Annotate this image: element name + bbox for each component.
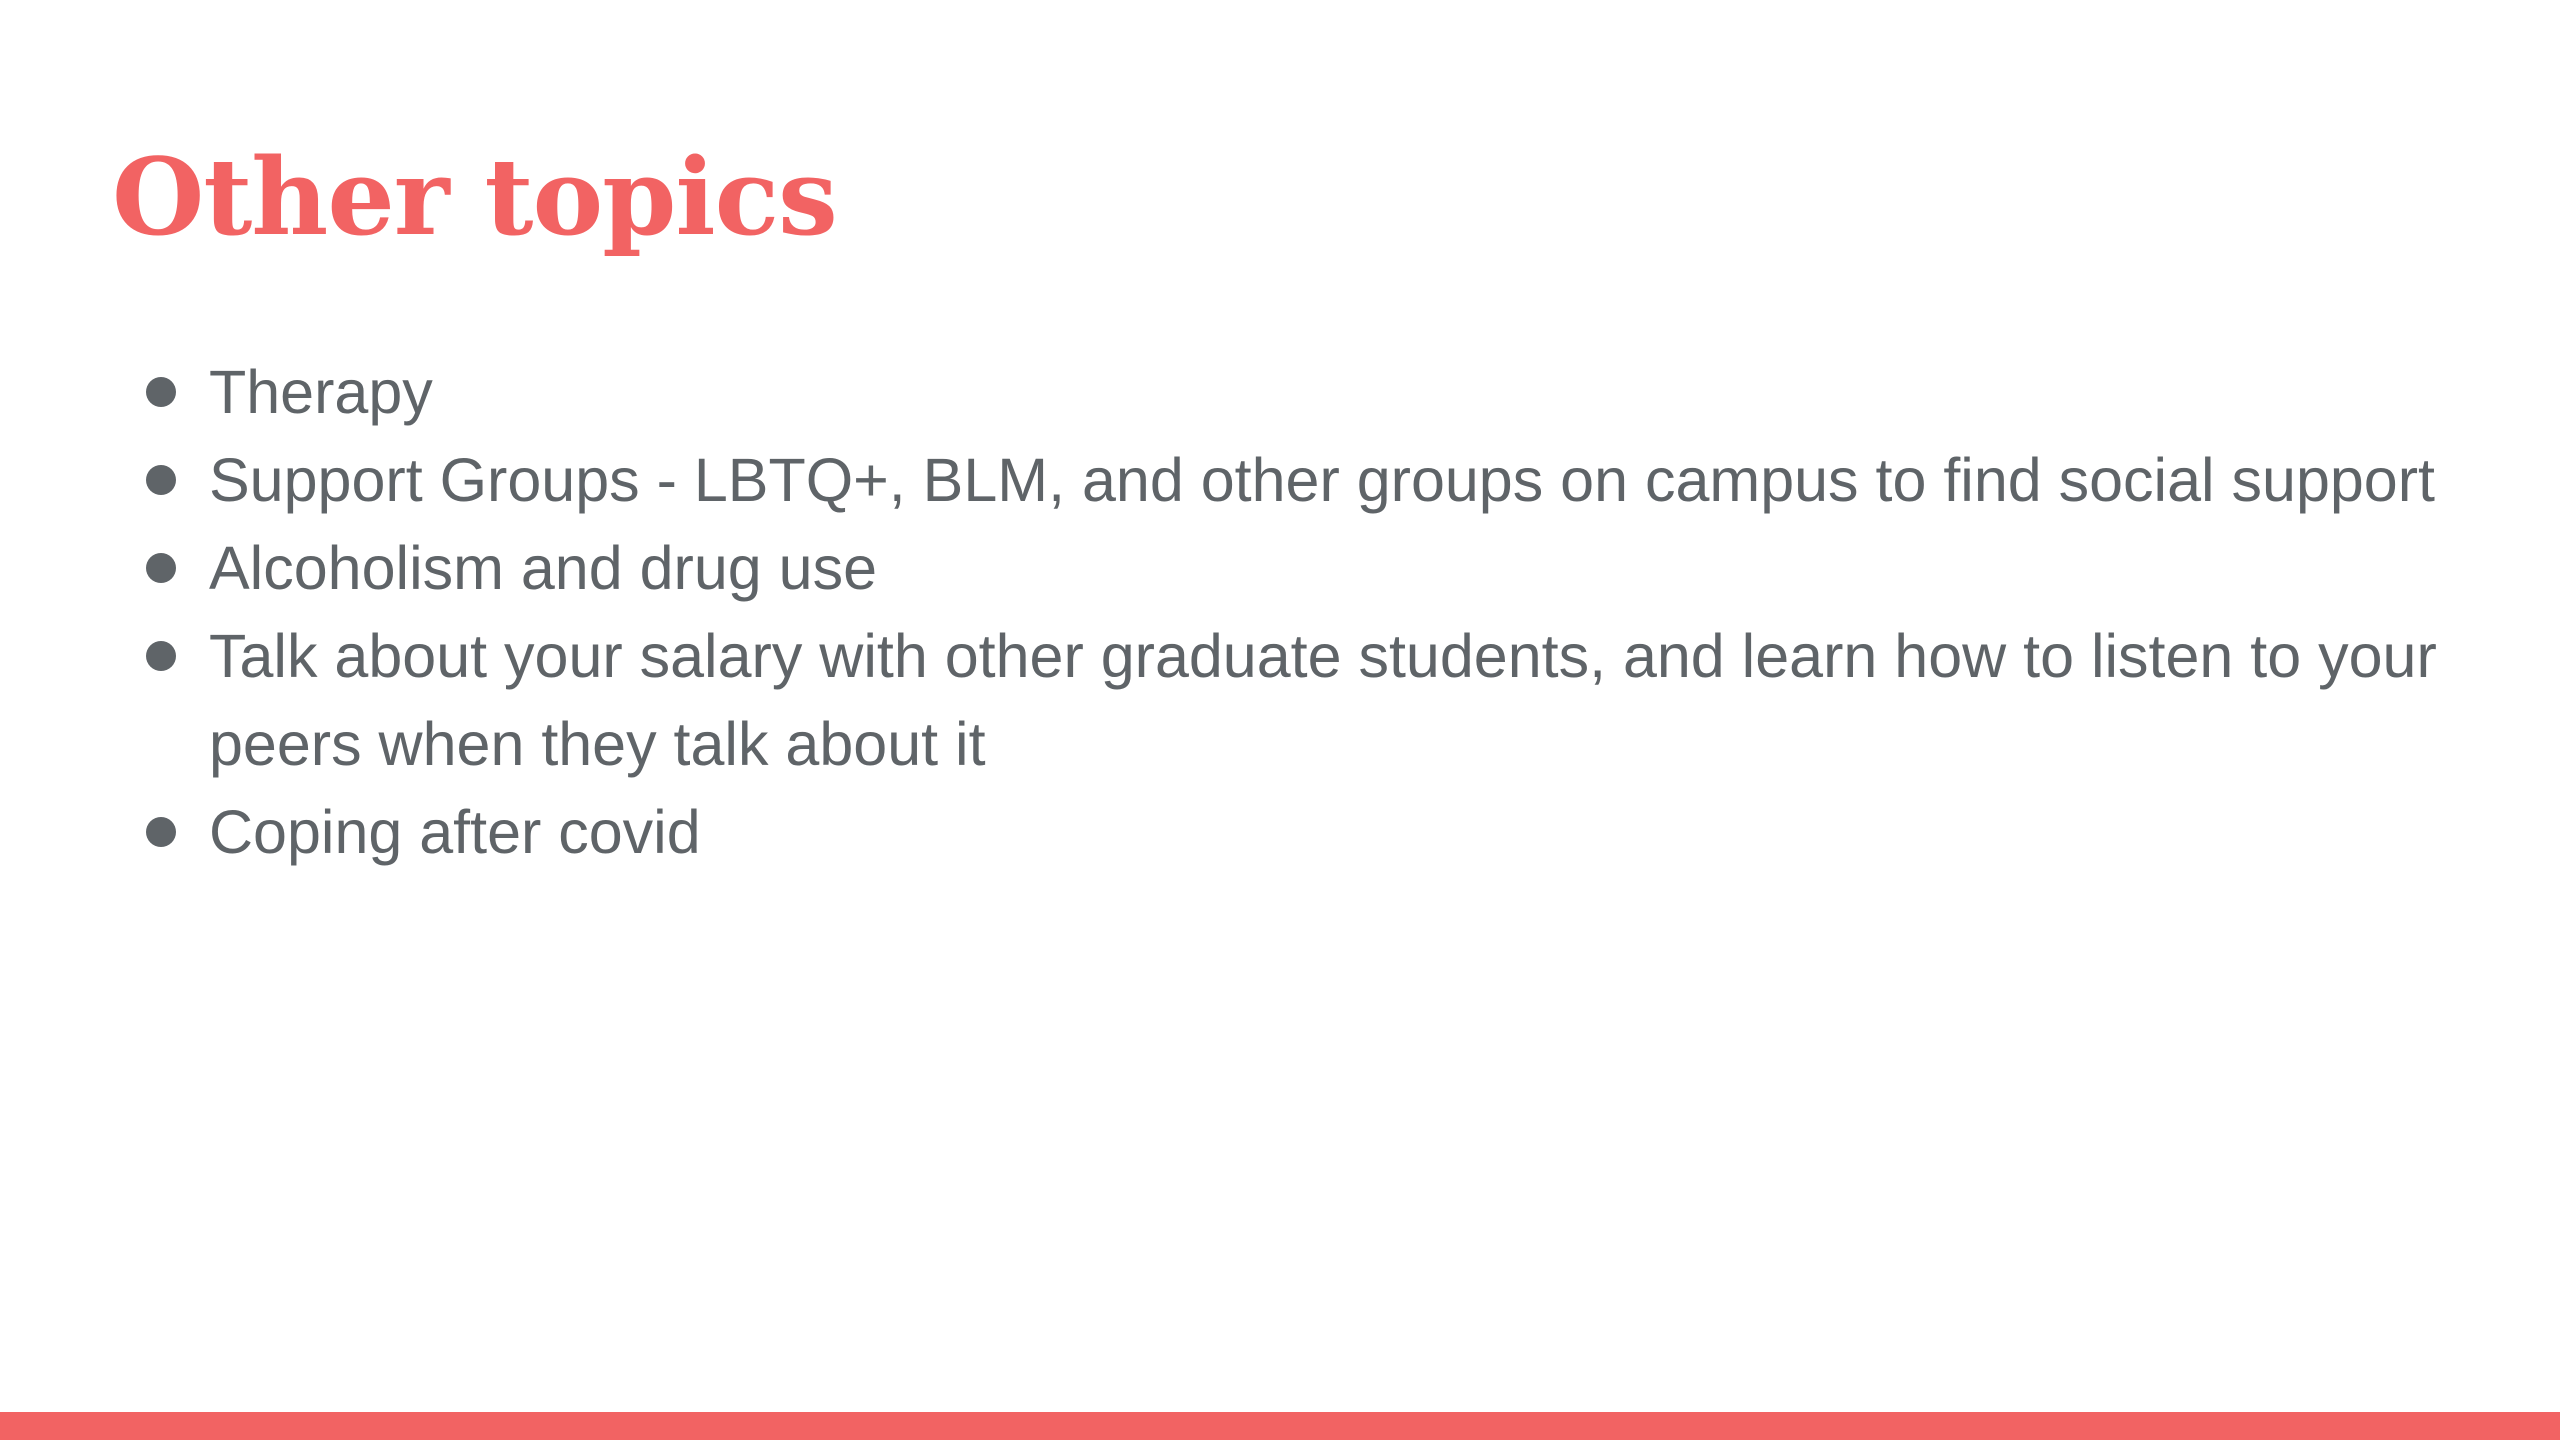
bullet-text: Support Groups - LBTQ+, BLM, and other groups on campus to find social support bbox=[209, 446, 2435, 514]
bullet-item-therapy bbox=[144, 348, 2444, 436]
bullet-item-coping bbox=[144, 788, 2444, 876]
bullet-item-alcoholism bbox=[144, 524, 2444, 612]
bullet-dot-icon bbox=[146, 377, 176, 407]
bullet-text: Therapy bbox=[209, 358, 433, 426]
bullet-text: Coping after covid bbox=[209, 798, 701, 866]
bullet-dot-icon bbox=[146, 817, 176, 847]
bullet-text: Talk about your salary with other graduate students, and learn how to listen to your peers when they talk about it bbox=[209, 622, 2437, 778]
bullet-dot-icon bbox=[146, 641, 176, 671]
accent-footer-bar bbox=[0, 1412, 2560, 1440]
bullet-list bbox=[144, 348, 2444, 876]
slide-title: Other topics bbox=[112, 134, 837, 259]
bullet-dot-icon bbox=[146, 465, 176, 495]
bullet-item-salary bbox=[144, 612, 2444, 788]
bullet-dot-icon bbox=[146, 553, 176, 583]
bullet-text: Alcoholism and drug use bbox=[209, 534, 877, 602]
bullet-item-support-groups bbox=[144, 436, 2444, 524]
